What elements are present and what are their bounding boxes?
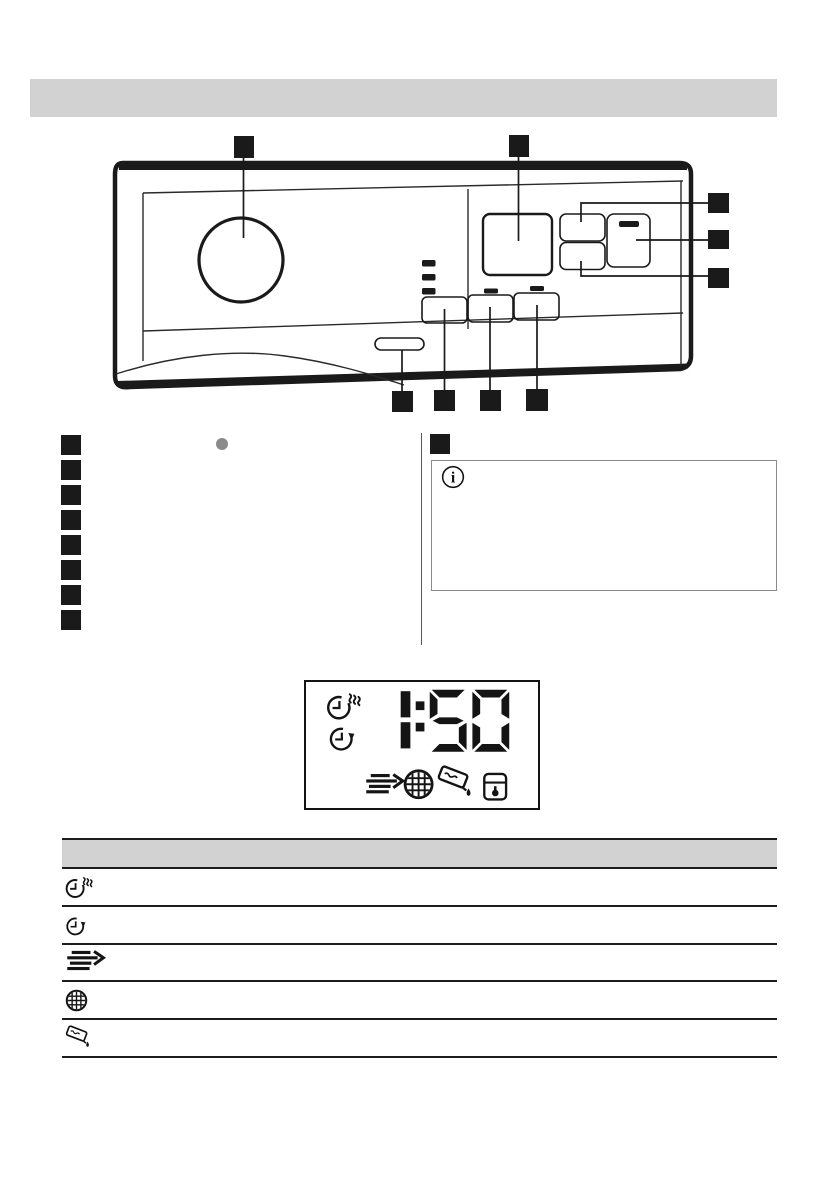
arrow-lines-icon (65, 950, 107, 975)
callout-lines (244, 157, 709, 391)
key-lock-icon (484, 774, 506, 799)
detergent-drop-icon (65, 1024, 93, 1052)
bullet-dot (216, 438, 228, 450)
clock-arrow-icon (331, 729, 354, 750)
info-note-box (431, 460, 777, 591)
callout-marker (392, 391, 413, 412)
table-row (62, 982, 777, 1020)
callout-marker (509, 135, 529, 157)
control-panel-diagram (95, 128, 745, 420)
callout-marker (480, 390, 501, 411)
table-row (62, 869, 777, 907)
clock-arrow-icon (65, 913, 89, 937)
column-divider (421, 433, 422, 645)
legend-item-marker (61, 460, 81, 480)
symbol-table (62, 838, 777, 1058)
callout-marker (234, 136, 254, 158)
table-header-row (62, 840, 777, 869)
section-heading-bar (30, 79, 777, 117)
table-row (62, 1020, 777, 1058)
table-row (62, 907, 777, 945)
callout-marker (708, 230, 729, 249)
lcd-display-svg (306, 682, 538, 808)
legend-item-marker (430, 434, 450, 454)
on-off-button (375, 338, 424, 350)
program-knob (199, 218, 283, 302)
callout-marker (434, 390, 455, 411)
legend-item-marker (61, 510, 81, 530)
legend-item-marker (61, 485, 81, 505)
legend-item-marker (61, 535, 81, 555)
grid-globe-icon (405, 770, 433, 798)
table-row (62, 945, 777, 983)
callout-marker (708, 193, 729, 213)
legend-item-marker (61, 585, 81, 605)
legend-item-marker (61, 560, 81, 580)
callout-marker (526, 389, 548, 411)
info-icon (441, 465, 465, 489)
display-time (401, 690, 510, 752)
lcd-display-graphic (304, 680, 540, 810)
legend-item-marker (61, 610, 81, 630)
clock-steam-icon (328, 694, 360, 718)
display-window (483, 214, 552, 275)
option-button-top (560, 214, 605, 241)
table-body (62, 869, 777, 1058)
grid-globe-icon (65, 989, 88, 1012)
legend-item-marker (61, 435, 81, 455)
callout-marker (708, 268, 729, 288)
option-button-bottom (560, 243, 605, 270)
arrow-lines-icon (366, 774, 402, 793)
detergent-drop-icon (438, 766, 470, 796)
clock-steam-icon (65, 875, 95, 899)
